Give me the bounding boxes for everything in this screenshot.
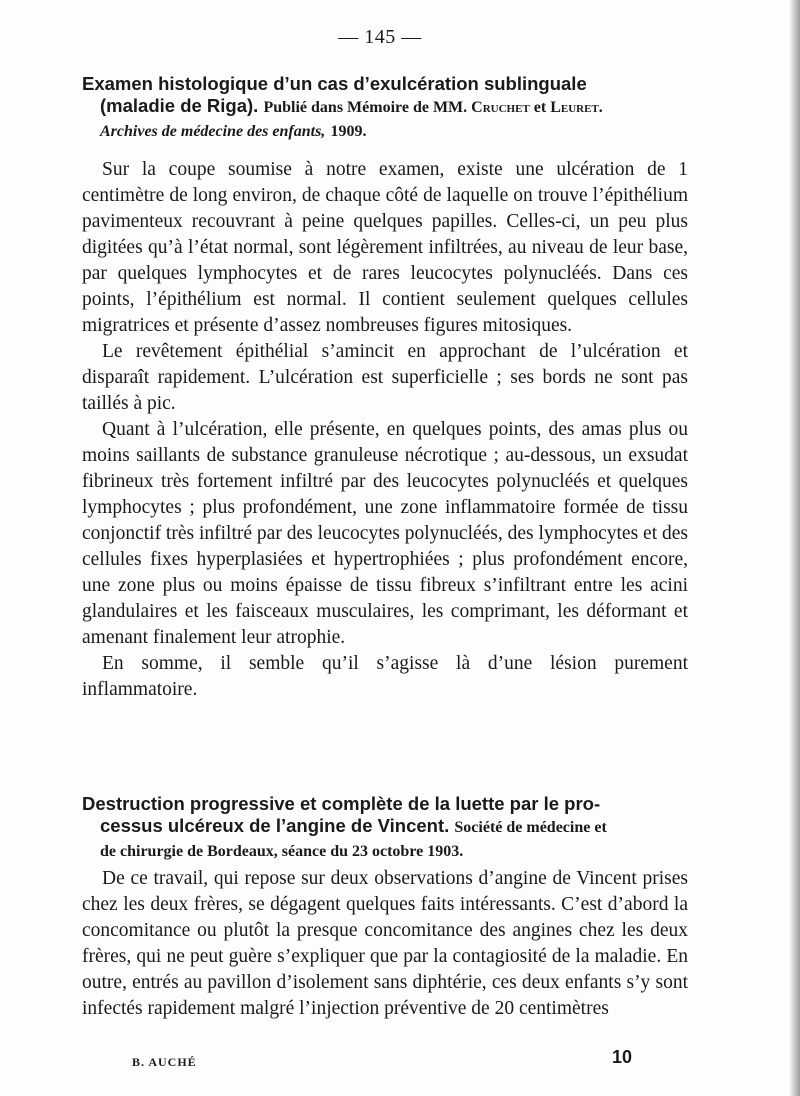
article-source <box>263 99 602 116</box>
article-title-continuation <box>82 815 688 863</box>
article-title-line1: Examen histologique d’un cas d’exulcération sublinguale <box>82 73 587 94</box>
article-title-line2: cessus ulcéreux de l’angine de Vincent. <box>100 815 450 836</box>
article-heading <box>82 793 688 863</box>
article-title-continuation <box>82 95 688 143</box>
source-prefix: Publié dans Mémoire de MM. <box>263 99 468 116</box>
source-and: et <box>533 99 547 116</box>
paragraph: Le revêtement épithélial s’amincit en approchant de l’ulcération et disparaît rapidement. L’ulcération est superficielle ; ses bords ne sont pas taillés à pic. <box>82 341 688 414</box>
page-edge-shadow <box>790 0 800 1096</box>
journal-year: 1909. <box>330 123 367 140</box>
paragraph: De ce travail, qui repose sur deux observations d’angine de Vincent prises chez les deux frères, se dégagent quelques faits intéressants. C’est d’abord la concomitance ou plutôt la presque concomitance des angines chez les deux frères, qui ne peut guère s’expliquer que par la contagiosité de la maladie. En outre, entrés au pavillon d’isolement sans diphtérie, ces deux enfants s’y sont infectés rapidement malgré l’injection préventive de 20 centimètres <box>82 868 688 1019</box>
article-title-line2: (maladie de Riga). <box>100 95 259 116</box>
article-riga <box>82 73 688 143</box>
sheet-number: 10 <box>612 1047 633 1067</box>
signature-mark: B. AUCHÉ <box>132 1055 197 1069</box>
article-title-line1: Destruction progressive et complète de la luette par le pro- <box>82 793 601 814</box>
journal-name: Archives de médecine des enfants, <box>100 123 326 140</box>
article-source-line2: de chirurgie de Bordeaux, séance du 23 octobre 1903. <box>100 843 464 860</box>
paragraph: En somme, il semble qu’il s’agisse là d’une lésion purement inflammatoire. <box>82 653 688 700</box>
article-vincent-body <box>82 866 688 1022</box>
page-number: — 145 — <box>338 26 422 48</box>
paragraph: Quant à l’ulcération, elle présente, en quelques points, des amas plus ou moins saillants de substance granuleuse nécrotique ; au-dessous, un exsudat fibrineux très fortement infiltré par des leucocytes polynucléés et quelques lymphocytes ; plus profondément, une zone inflammatoire formée de tissu conjonctif très infiltré par des leucocytes polynucléés, des lymphocytes et des cellules fixes hyperplasiées et hypertrophiées ; plus profondément encore, une zone plus ou moins épaisse de tissu fibreux s’infiltrant entre les acini glandulaires et les faisceaux musculaires, les comprimant, les déformant et amenant finalement leur atrophie. <box>82 419 688 648</box>
article-riga-body <box>82 157 688 703</box>
article-vincent <box>82 793 688 863</box>
article-heading <box>82 73 688 143</box>
article-source: Société de médecine et <box>454 819 607 836</box>
author-cruchet: Cruchet <box>471 99 530 116</box>
author-leuret: Leuret. <box>550 99 603 116</box>
paragraph: Sur la coupe soumise à notre examen, existe une ulcération de 1 centimètre de long environ, de chaque côté de laquelle on trouve l’épithélium pavimenteux recouvrant à peine quelques papilles. Celles-ci, un peu plus digitées qu’à l’état normal, sont légèrement infiltrées, au niveau de leur base, par quelques lymphocytes et de rares leucocytes polynucléés. Dans ces points, l’épithélium est normal. Il contient seulement quelques cellules migratrices et présente d’assez nombreuses figures mitosiques. <box>82 159 688 336</box>
